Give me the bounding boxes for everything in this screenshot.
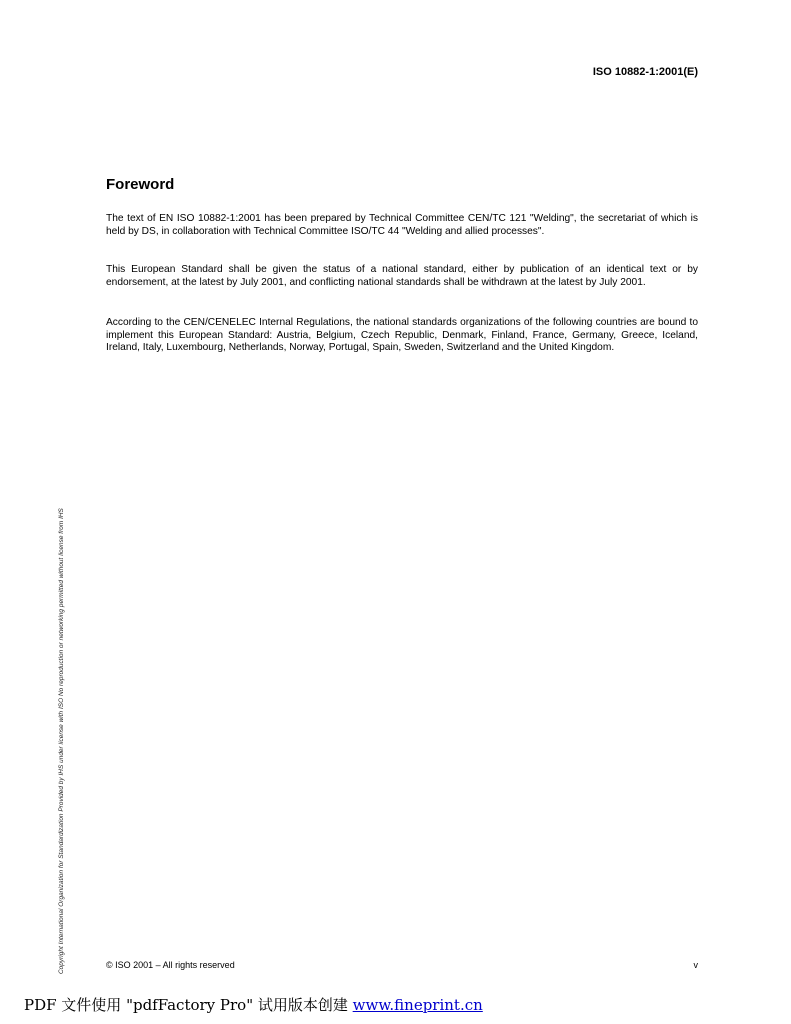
foreword-paragraph-2: This European Standard shall be given the status of a national standard, either by publication of an identical text or by endorsement, at the latest by July 2001, and conflicting national standards shall be withdrawn at the latest by July 2001. [106,264,698,288]
side-watermark-text: Copyright International Organization for Standardization Provided by IHS under license with ISO No reproduction or networking permitted without license from IHS [58,508,65,974]
pdf-creator-notice [24,994,483,1015]
pdf-creator-text: PDF 文件使用 "pdfFactory Pro" 试用版本创建 [24,996,353,1014]
foreword-paragraph-3: According to the CEN/CENELEC Internal Regulations, the national standards organizations of the following countries are bound to implement this European Standard: Austria, Belgium, Czech Republic, Denmark, Finland, France, Germany, Greece, Iceland, Ireland, Italy, Luxembourg, Netherlands, Norway, Portugal, Spain, Sweden, Switzerland and the United Kingdom. [106,317,698,354]
footer-page-number: v [693,960,698,970]
foreword-title: Foreword [106,176,175,193]
fineprint-link[interactable]: www.fineprint.cn [352,996,483,1014]
footer-copyright: © ISO 2001 – All rights reserved [106,960,235,970]
foreword-paragraph-1: The text of EN ISO 10882-1:2001 has been prepared by Technical Committee CEN/TC 121 "Welding", the secretariat of which is held by DS, in collaboration with Technical Committee ISO/TC 44 "Welding and allied processes". [106,213,698,237]
document-id: ISO 10882-1:2001(E) [592,66,698,78]
